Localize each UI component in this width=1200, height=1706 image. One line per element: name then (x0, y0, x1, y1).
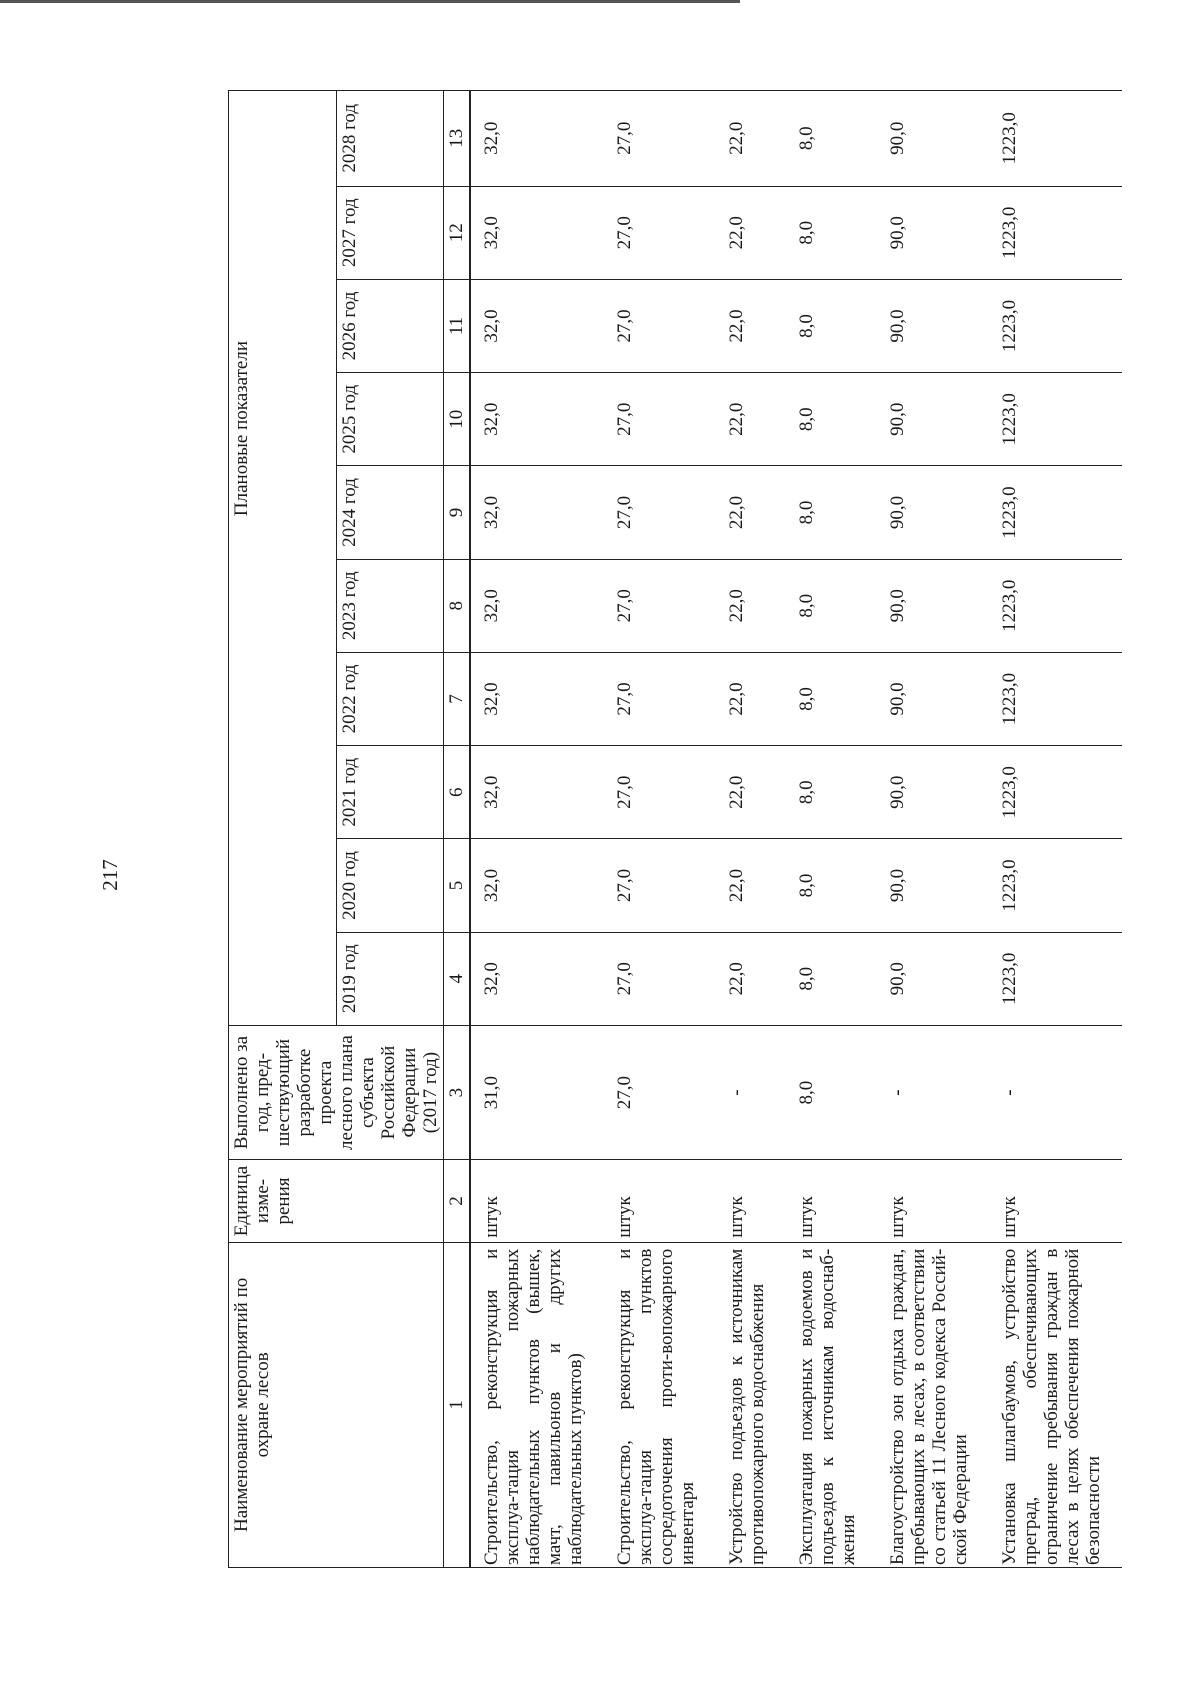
done-value: 27,0 (604, 1025, 716, 1159)
header-year: 2024 год (336, 466, 444, 559)
plan-value: 8,0 (786, 932, 877, 1025)
plan-value: 8,0 (786, 91, 877, 187)
header-year: 2025 год (336, 373, 444, 466)
plan-value: 27,0 (604, 559, 716, 652)
table-body (470, 91, 1122, 1568)
table-header (229, 91, 471, 1568)
plan-value: 90,0 (877, 932, 989, 1025)
header-year: 2027 год (336, 186, 444, 279)
column-number: 10 (444, 373, 471, 466)
top-edge-rule (0, 0, 740, 3)
plan-value: 1223,0 (989, 186, 1122, 279)
column-number: 9 (444, 466, 471, 559)
plan-value: 22,0 (716, 559, 786, 652)
plan-value: 1223,0 (989, 652, 1122, 745)
column-number: 13 (444, 91, 471, 187)
measure-unit: штук (470, 1160, 604, 1242)
plan-value: 27,0 (604, 373, 716, 466)
plan-value: 1223,0 (989, 466, 1122, 559)
plan-value: 22,0 (716, 91, 786, 187)
plan-value: 22,0 (716, 466, 786, 559)
plan-value: 1223,0 (989, 91, 1122, 187)
plan-value: 22,0 (716, 373, 786, 466)
column-number: 7 (444, 652, 471, 745)
done-value: 31,0 (470, 1025, 604, 1159)
plan-value: 8,0 (786, 373, 877, 466)
plan-value: 90,0 (877, 373, 989, 466)
plan-value: 32,0 (470, 279, 604, 372)
header-name-column: Наименование мероприятий по охране лесов (229, 1242, 444, 1567)
plan-value: 90,0 (877, 466, 989, 559)
plan-value: 22,0 (716, 932, 786, 1025)
plan-value: 8,0 (786, 186, 877, 279)
header-plan-group: Плановые показатели (229, 91, 337, 1026)
plan-value: 90,0 (877, 91, 989, 187)
measure-unit: штук (716, 1160, 786, 1242)
plan-value: 32,0 (470, 91, 604, 187)
plan-value: 32,0 (470, 839, 604, 932)
column-number: 4 (444, 932, 471, 1025)
header-year: 2020 год (336, 839, 444, 932)
measure-unit: штук (877, 1160, 989, 1242)
header-unit-column: Единица изме- рения (229, 1160, 444, 1242)
plan-value: 32,0 (470, 186, 604, 279)
done-value: 8,0 (786, 1025, 877, 1159)
measure-name: Установка шлагбаумов, устройство преград, обеспечивающих ограничение пребывания граждан в лесах в целях обеспечения пожарной безопасности (989, 1242, 1122, 1567)
plan-value: 32,0 (470, 373, 604, 466)
plan-value: 27,0 (604, 932, 716, 1025)
header-year: 2023 год (336, 559, 444, 652)
measure-name: Благоустройство зон отдыха граждан, пребывающих в лесах, в соответствии со статьей 11 Лесного кодекса Россий-ской Федерации (877, 1242, 989, 1567)
rotated-table-container (80, 50, 1120, 1610)
measure-unit: штук (786, 1160, 877, 1242)
measure-unit: штук (604, 1160, 716, 1242)
plan-value: 90,0 (877, 652, 989, 745)
plan-value: 32,0 (470, 652, 604, 745)
measure-unit: штук (989, 1160, 1122, 1242)
column-number: 3 (444, 1025, 471, 1159)
page-number: 217 (98, 859, 122, 891)
measure-name: Строительство, реконструкция и эксплуа-тация пунктов сосредоточения проти-вопожарного инвентаря (604, 1242, 716, 1567)
header-done-column: Выполнено за год, пред- шествующий разработке проекта лесного плана субъекта Российской Федерации (2017 год) (229, 1025, 444, 1159)
forest-protection-plan-table (228, 90, 1122, 1568)
table-row (786, 91, 877, 1568)
column-number: 8 (444, 559, 471, 652)
header-year: 2026 год (336, 279, 444, 372)
header-year: 2021 год (336, 746, 444, 839)
table-row (877, 91, 989, 1568)
table-row (470, 91, 604, 1568)
measure-name: Строительство, реконструкция и эксплуа-тация пожарных наблюдательных пунктов (вышек, мачт, павильонов и других наблюдательных пунктов) (470, 1242, 604, 1567)
header-year: 2028 год (336, 91, 444, 187)
table-row (989, 91, 1122, 1568)
plan-value: 27,0 (604, 91, 716, 187)
header-year: 2022 год (336, 652, 444, 745)
column-number-row (444, 91, 471, 1568)
plan-value: 90,0 (877, 186, 989, 279)
column-number: 12 (444, 186, 471, 279)
column-number: 1 (444, 1242, 471, 1567)
measure-name: Устройство подъездов к источникам противопожарного водоснабжения (716, 1242, 786, 1567)
plan-value: 8,0 (786, 466, 877, 559)
plan-value: 27,0 (604, 186, 716, 279)
plan-value: 22,0 (716, 279, 786, 372)
plan-value: 8,0 (786, 652, 877, 745)
plan-value: 8,0 (786, 279, 877, 372)
plan-value: 22,0 (716, 652, 786, 745)
plan-value: 32,0 (470, 932, 604, 1025)
done-value: - (716, 1025, 786, 1159)
header-row-1 (229, 91, 337, 1568)
plan-value: 1223,0 (989, 746, 1122, 839)
column-number: 2 (444, 1160, 471, 1242)
plan-value: 1223,0 (989, 373, 1122, 466)
plan-value: 8,0 (786, 559, 877, 652)
plan-value: 90,0 (877, 839, 989, 932)
header-year: 2019 год (336, 932, 444, 1025)
table-row (716, 91, 786, 1568)
plan-value: 1223,0 (989, 559, 1122, 652)
column-number: 11 (444, 279, 471, 372)
plan-value: 1223,0 (989, 279, 1122, 372)
plan-value: 90,0 (877, 279, 989, 372)
plan-value: 27,0 (604, 466, 716, 559)
plan-value: 22,0 (716, 746, 786, 839)
table-row (604, 91, 716, 1568)
plan-value: 32,0 (470, 559, 604, 652)
plan-value: 32,0 (470, 466, 604, 559)
column-number: 5 (444, 839, 471, 932)
plan-value: 8,0 (786, 746, 877, 839)
plan-value: 27,0 (604, 839, 716, 932)
plan-value: 32,0 (470, 746, 604, 839)
plan-value: 90,0 (877, 746, 989, 839)
plan-value: 1223,0 (989, 839, 1122, 932)
plan-value: 1223,0 (989, 932, 1122, 1025)
measure-name: Эксплуатация пожарных водоемов и подъездов к источникам водоснаб-жения (786, 1242, 877, 1567)
column-number: 6 (444, 746, 471, 839)
done-value: - (989, 1025, 1122, 1159)
done-value: - (877, 1025, 989, 1159)
plan-value: 27,0 (604, 279, 716, 372)
plan-value: 90,0 (877, 559, 989, 652)
plan-value: 27,0 (604, 746, 716, 839)
plan-value: 8,0 (786, 839, 877, 932)
plan-value: 22,0 (716, 839, 786, 932)
plan-value: 22,0 (716, 186, 786, 279)
plan-value: 27,0 (604, 652, 716, 745)
